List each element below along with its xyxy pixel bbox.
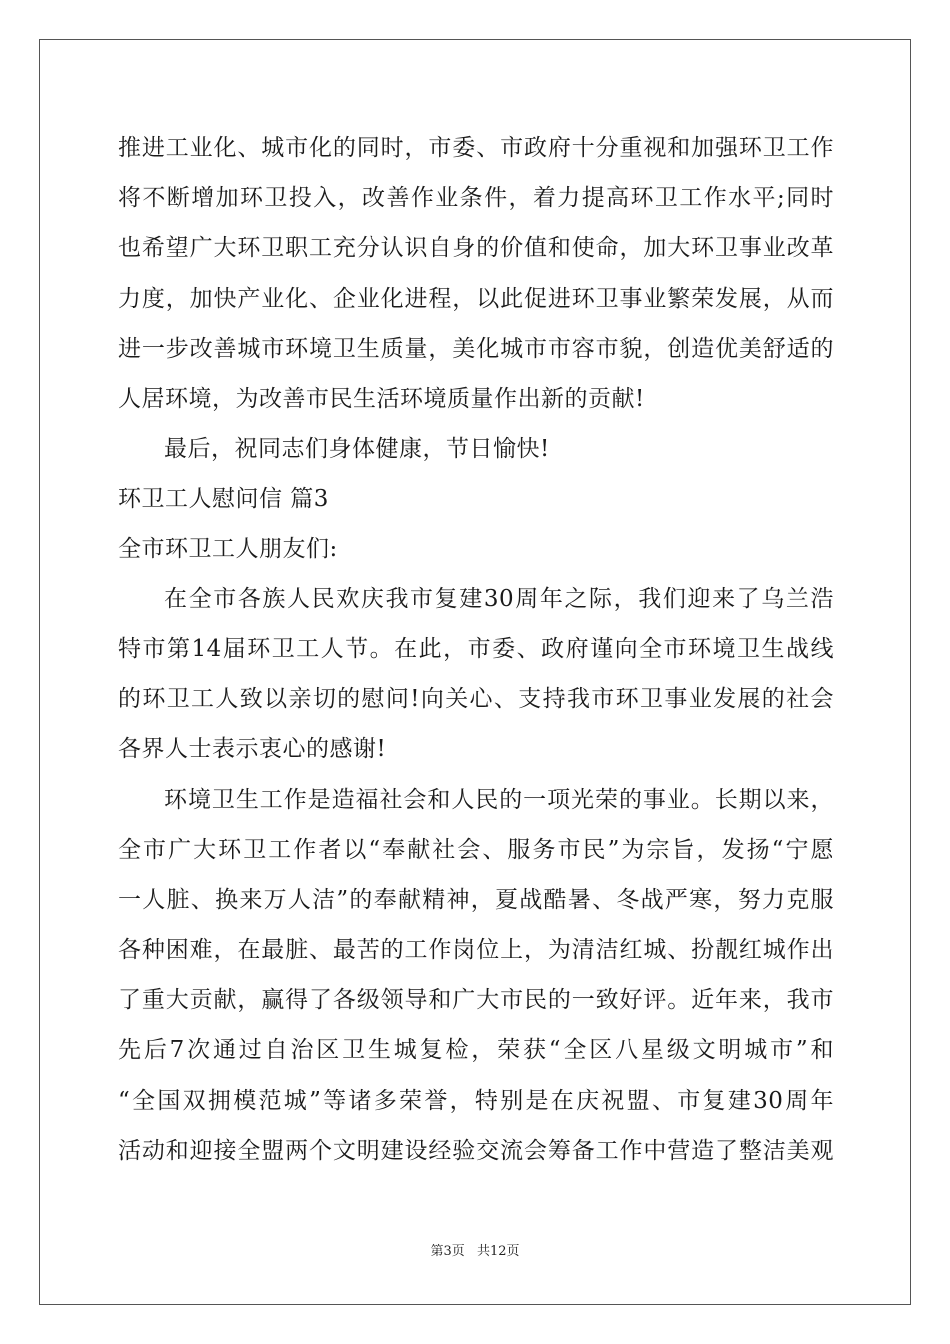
body-line: 人居环境，为改善市民生活环境质量作出新的贡献! [118,386,645,412]
closing-line: 最后，祝同志们身体健康，节日愉快! [164,436,550,462]
page-footer [0,1242,950,1262]
body-line: “全国双拥模范城”等诸多荣誉，特别是在庆祝盟、市复建30周年 [118,1088,834,1114]
body-line: 推进工业化、城市化的同时，市委、市政府十分重视和加强环卫工作 [118,135,834,161]
page-total: 共12页 [476,1244,520,1259]
body-line: 一人脏、换来万人洁”的奉献精神，夏战酷暑、冬战严寒，努力克服 [118,887,834,913]
body-line: 力度，加快产业化、企业化进程，以此促进环卫事业繁荣发展，从而 [118,286,834,312]
body-line: 活动和迎接全盟两个文明建设经验交流会筹备工作中营造了整洁美观 [118,1138,834,1164]
salutation: 全市环卫工人朋友们: [118,536,338,562]
body-line: 在全市各族人民欢庆我市复建30周年之际，我们迎来了乌兰浩 [164,586,834,612]
page-number: 第3页 [430,1244,465,1259]
body-line: 环境卫生工作是造福社会和人民的一项光荣的事业。长期以来， [164,787,834,813]
section-heading: 环卫工人慰问信 篇3 [118,486,329,512]
body-line: 将不断增加环卫投入，改善作业条件，着力提高环卫工作水平;同时 [118,185,834,211]
body-line: 全市广大环卫工作者以“奉献社会、服务市民”为宗旨，发扬“宁愿 [118,837,834,863]
body-line: 了重大贡献，赢得了各级领导和广大市民的一致好评。近年来，我市 [118,987,834,1013]
body-line: 的环卫工人致以亲切的慰问!向关心、支持我市环卫事业发展的社会 [118,686,834,712]
body-line: 各种困难，在最脏、最苦的工作岗位上，为清洁红城、扮靓红城作出 [118,937,834,963]
body-line: 特市第14届环卫工人节。在此，市委、政府谨向全市环境卫生战线 [118,636,834,662]
body-line: 先后7次通过自治区卫生城复检，荣获“全区八星级文明城市”和 [118,1037,834,1063]
body-line: 也希望广大环卫职工充分认识自身的价值和使命，加大环卫事业改革 [118,235,834,261]
body-line: 各界人士表示衷心的感谢! [118,736,387,762]
body-line: 进一步改善城市环境卫生质量，美化城市市容市貌，创造优美舒适的 [118,336,834,362]
